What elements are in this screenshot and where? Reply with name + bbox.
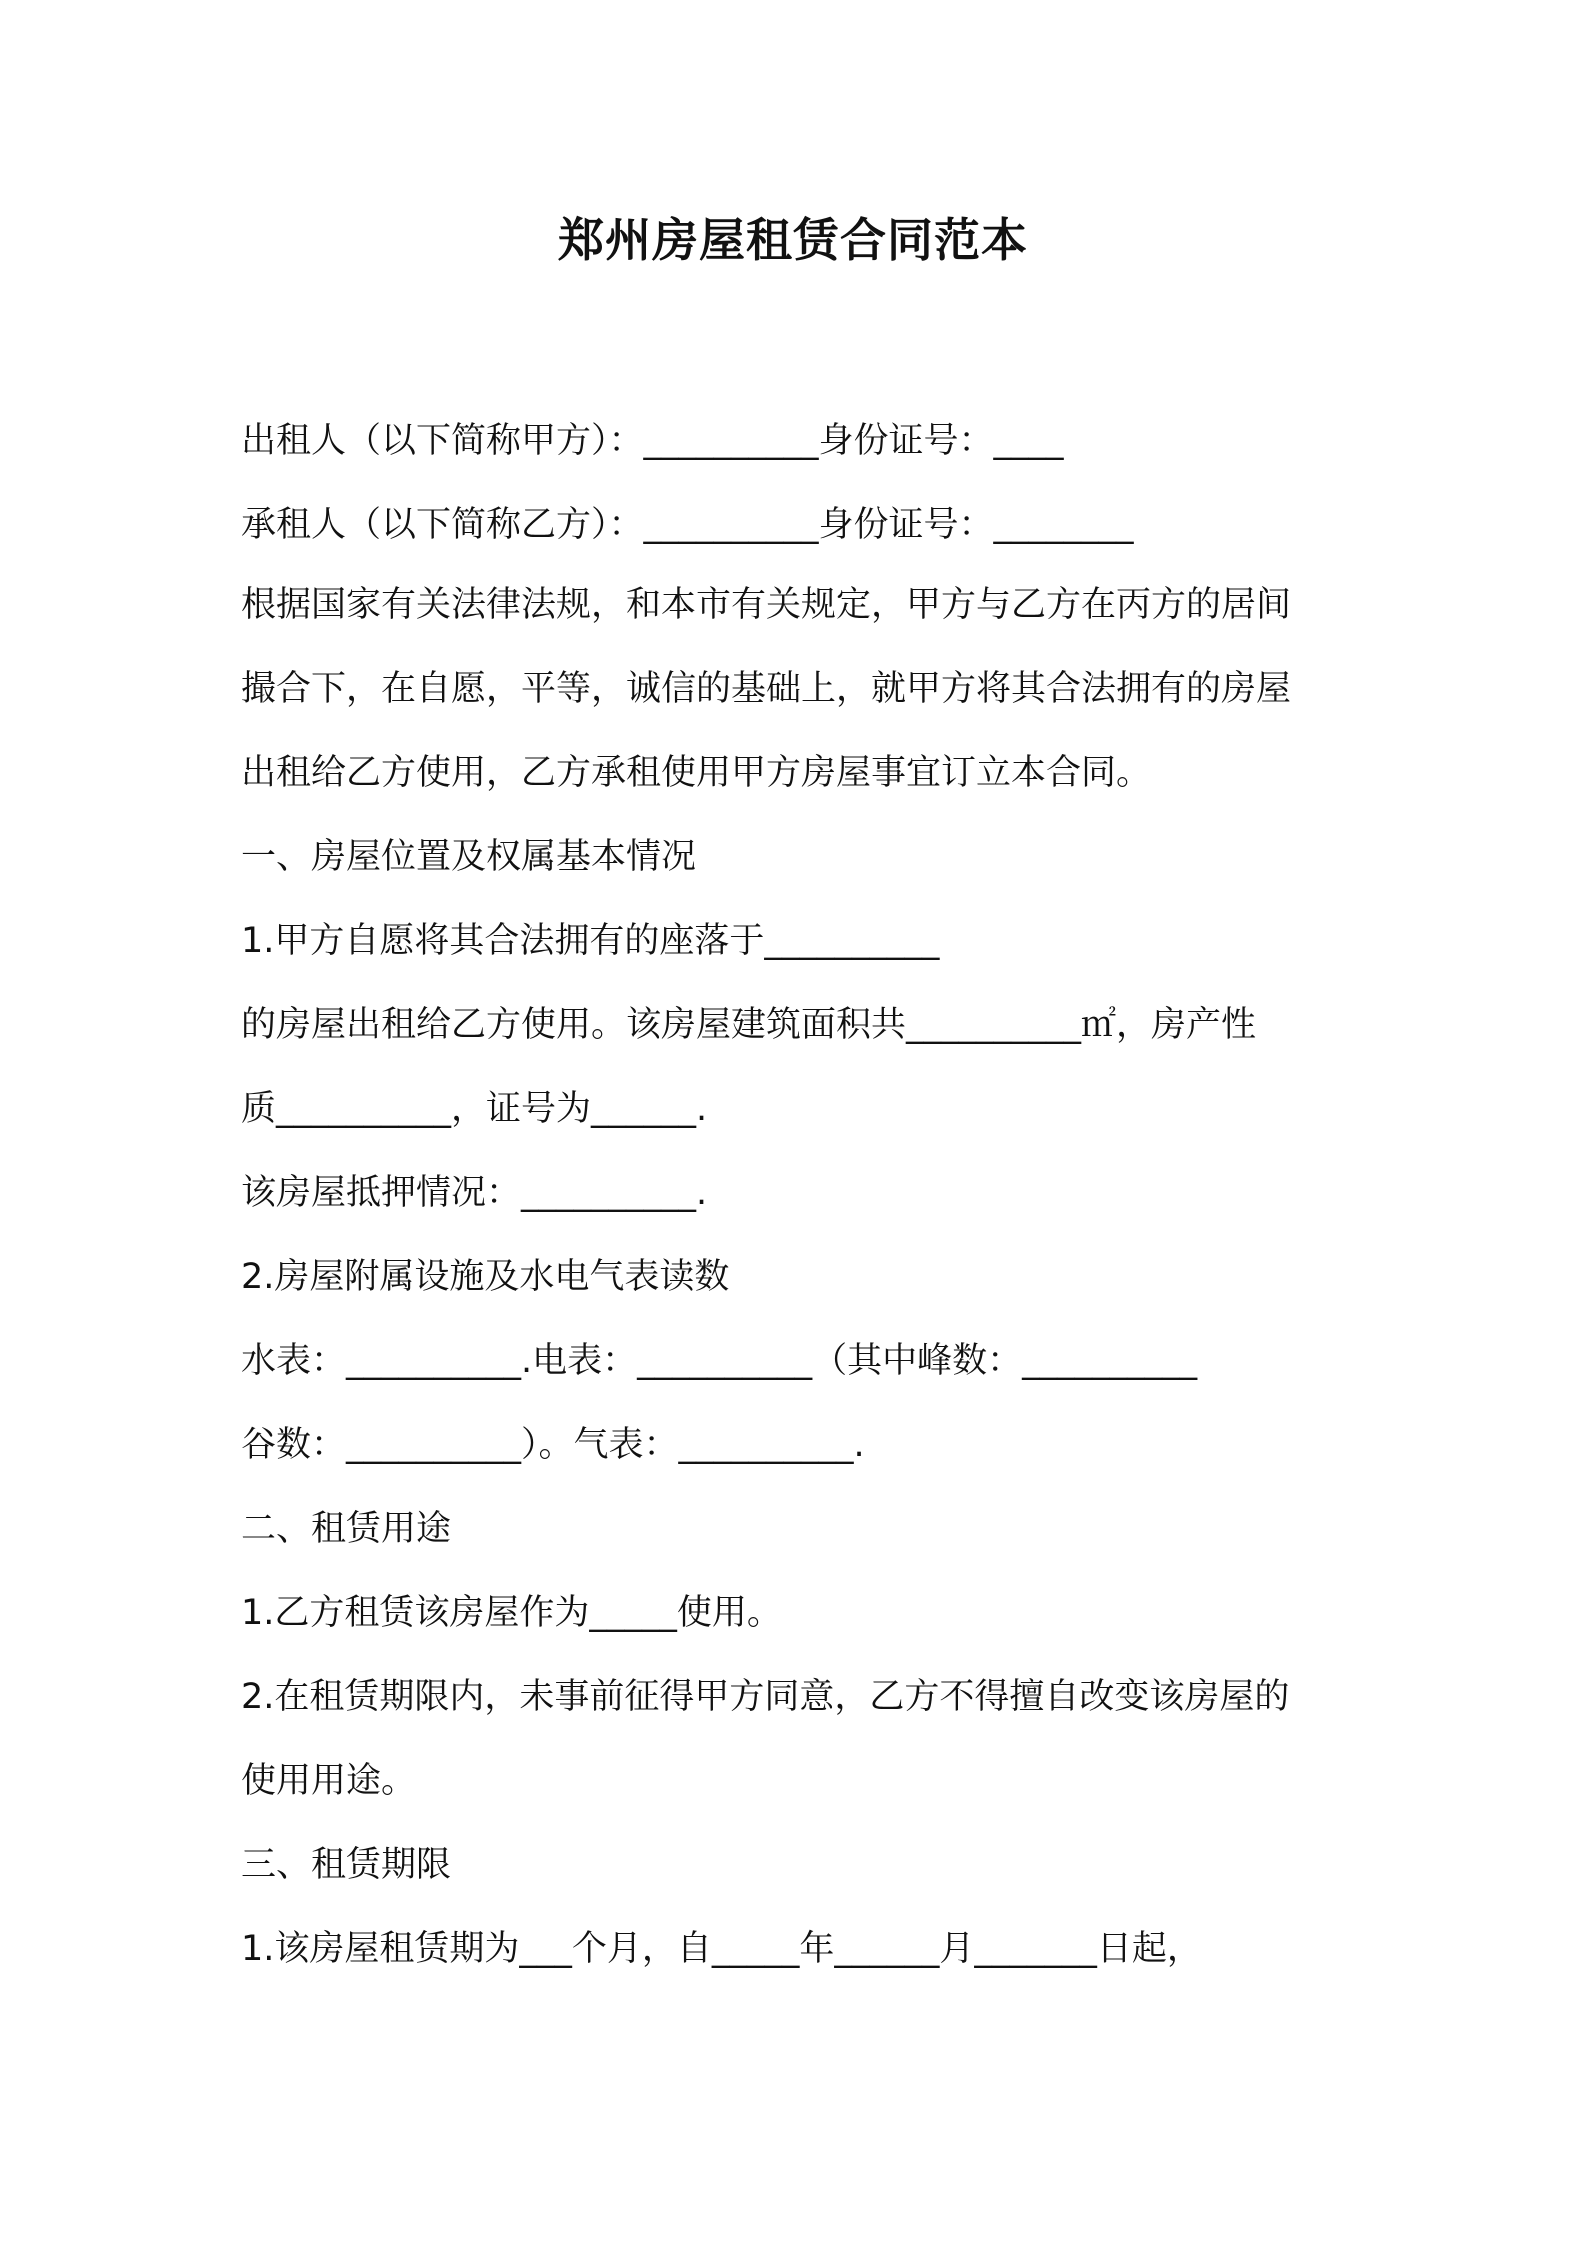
paragraph-line: 根据国家有关法律法规，和本市有关规定，甲方与乙方在丙方的居间 xyxy=(241,585,1292,625)
section-heading: 三、租赁期限 xyxy=(241,1845,452,1885)
clause-line: 1.该房屋租赁期为___个月，自_____年______月_______日起， xyxy=(241,1929,1202,1969)
clause-line: 1.甲方自愿将其合法拥有的座落于__________ xyxy=(241,921,940,961)
clause-line: 2.在租赁期限内，未事前征得甲方同意，乙方不得擅自改变该房屋的 xyxy=(241,1677,1290,1717)
section-heading: 一、房屋位置及权属基本情况 xyxy=(241,837,697,877)
lessor-line: 出租人（以下简称甲方）：__________身份证号：____ xyxy=(241,421,1064,461)
section-heading: 二、租赁用途 xyxy=(241,1509,452,1549)
clause-line: 该房屋抵押情况：__________. xyxy=(241,1173,708,1213)
lessee-line: 承租人（以下简称乙方）：__________身份证号：________ xyxy=(241,505,1134,545)
clause-line: 的房屋出租给乙方使用。该房屋建筑面积共__________㎡，房产性 xyxy=(241,1005,1257,1045)
clause-line: 质__________，证号为______. xyxy=(241,1089,708,1129)
paragraph-line: 撮合下，在自愿，平等，诚信的基础上，就甲方将其合法拥有的房屋 xyxy=(241,669,1292,709)
paragraph-line: 出租给乙方使用，乙方承租使用甲方房屋事宜订立本合同。 xyxy=(241,753,1152,793)
meter-readings-line: 水表：__________.电表：__________（其中峰数：__________ xyxy=(241,1341,1198,1381)
document-title: 郑州房屋租赁合同范本 xyxy=(558,213,1028,267)
meter-readings-line: 谷数：__________）。气表：__________. xyxy=(241,1425,865,1465)
clause-line: 1.乙方租赁该房屋作为_____使用。 xyxy=(241,1593,782,1633)
clause-line: 使用用途。 xyxy=(241,1761,417,1801)
clause-line: 2.房屋附属设施及水电气表读数 xyxy=(241,1257,730,1297)
